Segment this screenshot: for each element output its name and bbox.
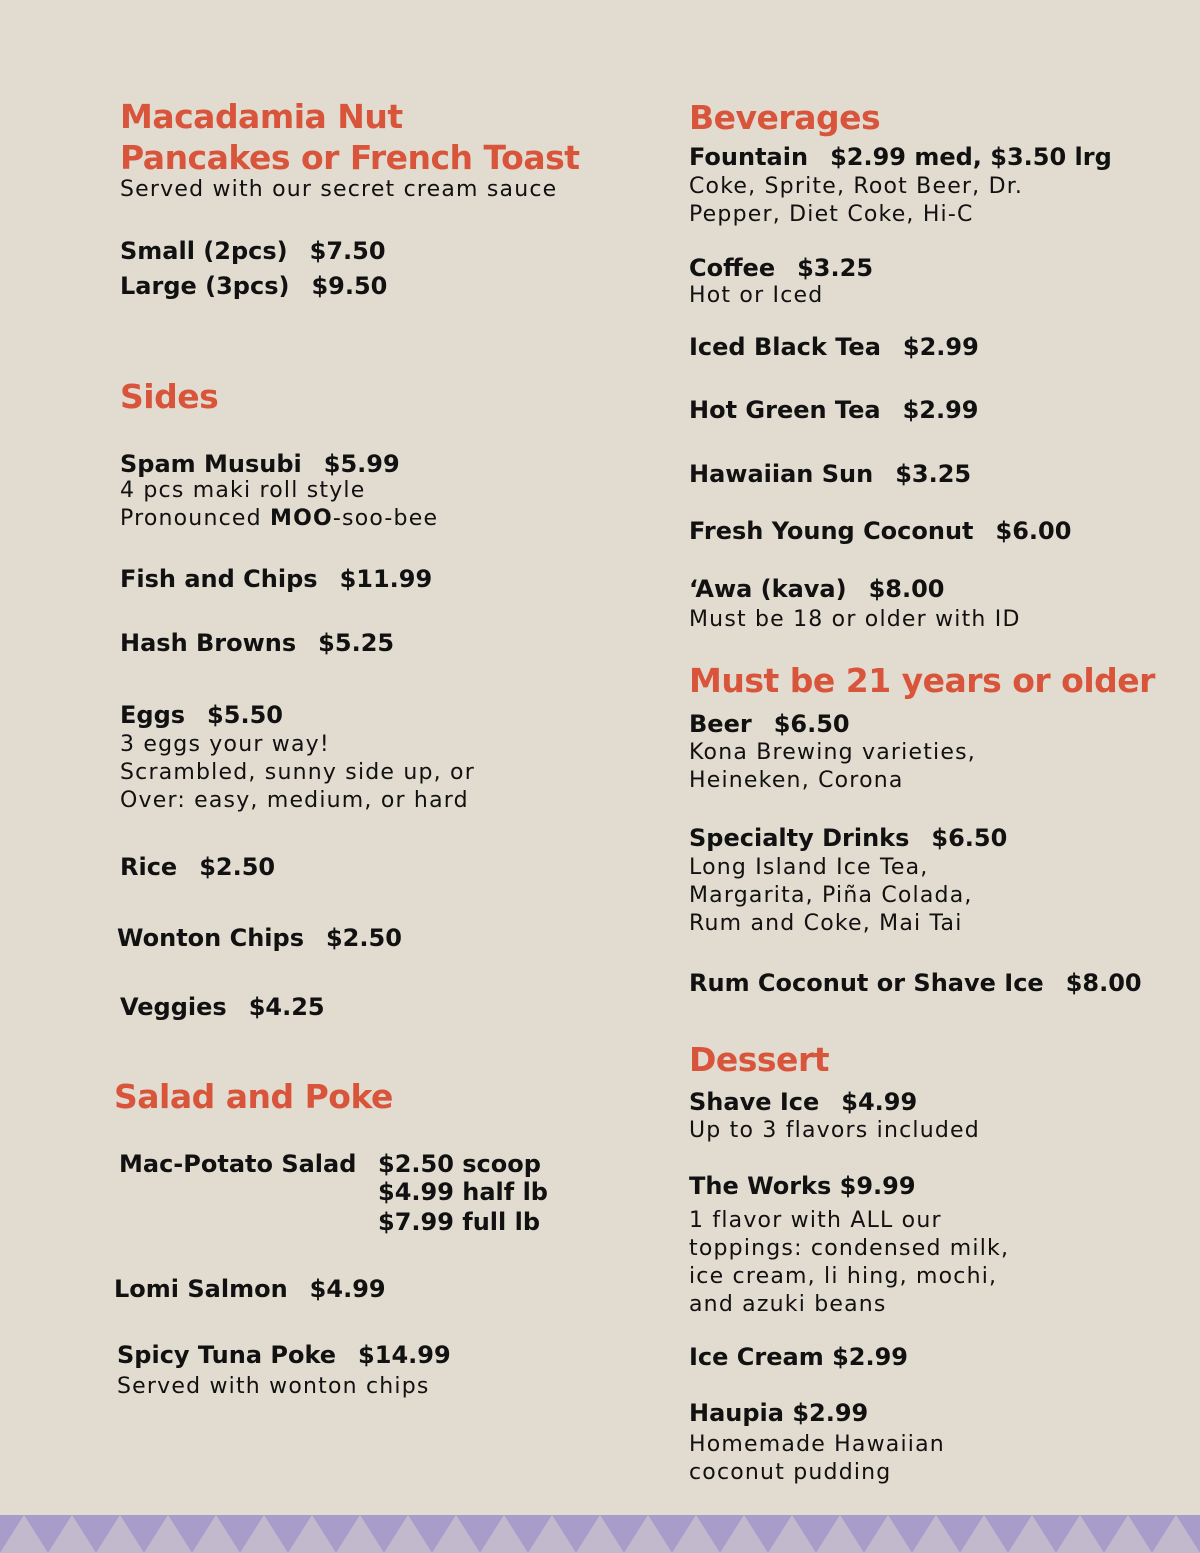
item-price: $3.25	[895, 460, 972, 488]
item-name: Small (2pcs)	[120, 237, 288, 265]
pancakes-small	[120, 236, 386, 266]
haupia-desc-2: coconut pudding	[689, 1460, 892, 1485]
pronunciation-suffix: -soo-bee	[332, 506, 439, 531]
spicy-tuna-poke-desc: Served with wonton chips	[117, 1374, 430, 1399]
item-price: $2.99 med, $3.50 lrg	[830, 143, 1112, 171]
eggs-desc-3: Over: easy, medium, or hard	[120, 788, 469, 813]
item-name: Wonton Chips	[117, 924, 304, 952]
zigzag-border-decoration	[0, 1515, 1200, 1553]
item-name: Eggs	[120, 701, 186, 729]
item-price: $2.99	[902, 333, 979, 361]
specialty-drinks-item	[689, 823, 1007, 853]
awa-kava-item	[689, 574, 945, 604]
specialty-drinks-desc-1: Long Island Ice Tea,	[689, 855, 929, 880]
item-price: $2.99	[902, 396, 979, 424]
wonton-chips-item	[117, 923, 402, 953]
adult-drinks-heading: Must be 21 years or older	[689, 661, 1155, 700]
pronunciation-prefix: Pronounced	[120, 506, 270, 531]
beverages-heading: Beverages	[689, 98, 881, 137]
item-price: $4.99	[309, 1275, 386, 1303]
pronunciation-stress: MOO	[269, 506, 333, 531]
item-price: $5.25	[318, 629, 395, 657]
item-price: $5.50	[207, 701, 283, 729]
lomi-salmon-item	[114, 1274, 386, 1304]
mac-potato-salad-name: Mac-Potato Salad	[119, 1150, 357, 1178]
item-price: $14.99	[358, 1341, 451, 1369]
item-name: Specialty Drinks	[689, 824, 910, 852]
item-name: Hawaiian Sun	[689, 460, 874, 488]
item-price: $6.50	[773, 710, 850, 738]
fountain-desc-2: Pepper, Diet Coke, Hi-C	[689, 202, 974, 227]
item-price: $8.00	[868, 575, 945, 603]
item-price: $11.99	[339, 565, 433, 593]
item-price: $2.50	[325, 924, 402, 952]
item-name: Rice	[120, 853, 178, 881]
item-name: Shave Ice	[689, 1088, 820, 1116]
mac-potato-salad-price-scoop: $2.50 scoop	[378, 1150, 541, 1178]
pancakes-large	[120, 271, 387, 301]
veggies-item	[120, 992, 325, 1022]
item-name: Large (3pcs)	[120, 272, 290, 300]
pancakes-heading-line2: Pancakes or French Toast	[120, 138, 580, 177]
specialty-drinks-desc-2: Margarita, Piña Colada,	[689, 883, 973, 908]
beer-desc-2: Heineken, Corona	[689, 768, 904, 793]
item-name: Hot Green Tea	[689, 396, 881, 424]
eggs-desc-2: Scrambled, sunny side up, or	[120, 760, 475, 785]
eggs-desc-1: 3 eggs your way!	[120, 732, 330, 757]
item-name: Fountain	[689, 143, 809, 171]
item-price: $6.50	[931, 824, 1008, 852]
item-name: Lomi Salmon	[114, 1275, 288, 1303]
zigzag-triangles	[0, 1515, 1200, 1553]
haupia-desc-1: Homemade Hawaiian	[689, 1432, 945, 1457]
hawaiian-sun-item	[689, 459, 971, 489]
item-name: Spicy Tuna Poke	[117, 1341, 337, 1369]
item-name: Beer	[689, 710, 752, 738]
the-works-item: The Works $9.99	[689, 1172, 916, 1200]
iced-black-tea-item	[689, 332, 979, 362]
spicy-tuna-poke-item	[117, 1340, 451, 1370]
coffee-item	[689, 253, 873, 283]
item-name: Fresh Young Coconut	[689, 517, 974, 545]
the-works-desc-1: 1 flavor with ALL our	[689, 1208, 942, 1233]
item-name: Iced Black Tea	[689, 333, 881, 361]
spam-musubi-item	[120, 449, 400, 479]
shave-ice-desc: Up to 3 flavors included	[689, 1118, 980, 1143]
the-works-desc-3: ice cream, li hing, mochi,	[689, 1264, 998, 1289]
mac-potato-salad-price-full: $7.99 full lb	[378, 1208, 541, 1236]
item-name: Coffee	[689, 254, 776, 282]
item-name: Fish and Chips	[120, 565, 318, 593]
fountain-item	[689, 142, 1112, 172]
pancakes-description: Served with our secret cream sauce	[120, 177, 558, 202]
item-price: $7.50	[309, 237, 386, 265]
beer-desc-1: Kona Brewing varieties,	[689, 740, 976, 765]
item-price: $3.25	[797, 254, 874, 282]
fresh-young-coconut-item	[689, 516, 1071, 546]
item-price: $8.00	[1065, 969, 1142, 997]
sides-heading: Sides	[120, 377, 219, 416]
fountain-desc-1: Coke, Sprite, Root Beer, Dr.	[689, 174, 1024, 199]
the-works-desc-4: and azuki beans	[689, 1292, 887, 1317]
pancakes-heading-line1: Macadamia Nut	[120, 97, 403, 136]
mac-potato-salad-price-half: $4.99 half lb	[378, 1178, 548, 1206]
spam-musubi-desc-2	[120, 505, 438, 533]
haupia-item: Haupia $2.99	[689, 1399, 869, 1427]
item-price: $6.00	[995, 517, 1072, 545]
item-name: Veggies	[120, 993, 227, 1021]
awa-kava-desc: Must be 18 or older with ID	[689, 607, 1021, 632]
item-name: Spam Musubi	[120, 450, 302, 478]
salad-poke-heading: Salad and Poke	[114, 1077, 393, 1116]
item-name: Rum Coconut or Shave Ice	[689, 969, 1044, 997]
item-price: $9.50	[311, 272, 388, 300]
ice-cream-item: Ice Cream $2.99	[689, 1343, 908, 1371]
item-price: $4.99	[841, 1088, 918, 1116]
coffee-desc: Hot or Iced	[689, 283, 824, 308]
spam-musubi-desc-1: 4 pcs maki roll style	[120, 478, 366, 503]
item-name: ‘Awa (kava)	[689, 575, 847, 603]
hash-browns-item	[120, 628, 394, 658]
hot-green-tea-item	[689, 395, 979, 425]
rice-item	[120, 852, 275, 882]
dessert-heading: Dessert	[689, 1040, 829, 1079]
item-price: $2.50	[199, 853, 276, 881]
rum-coconut-item	[689, 968, 1142, 998]
item-name: Hash Browns	[120, 629, 297, 657]
item-price: $4.25	[248, 993, 325, 1021]
fish-and-chips-item	[120, 564, 432, 594]
item-price: $5.99	[323, 450, 400, 478]
the-works-desc-2: toppings: condensed milk,	[689, 1236, 1010, 1261]
shave-ice-item	[689, 1087, 917, 1117]
specialty-drinks-desc-3: Rum and Coke, Mai Tai	[689, 911, 963, 936]
eggs-item	[120, 700, 283, 730]
beer-item	[689, 709, 850, 739]
